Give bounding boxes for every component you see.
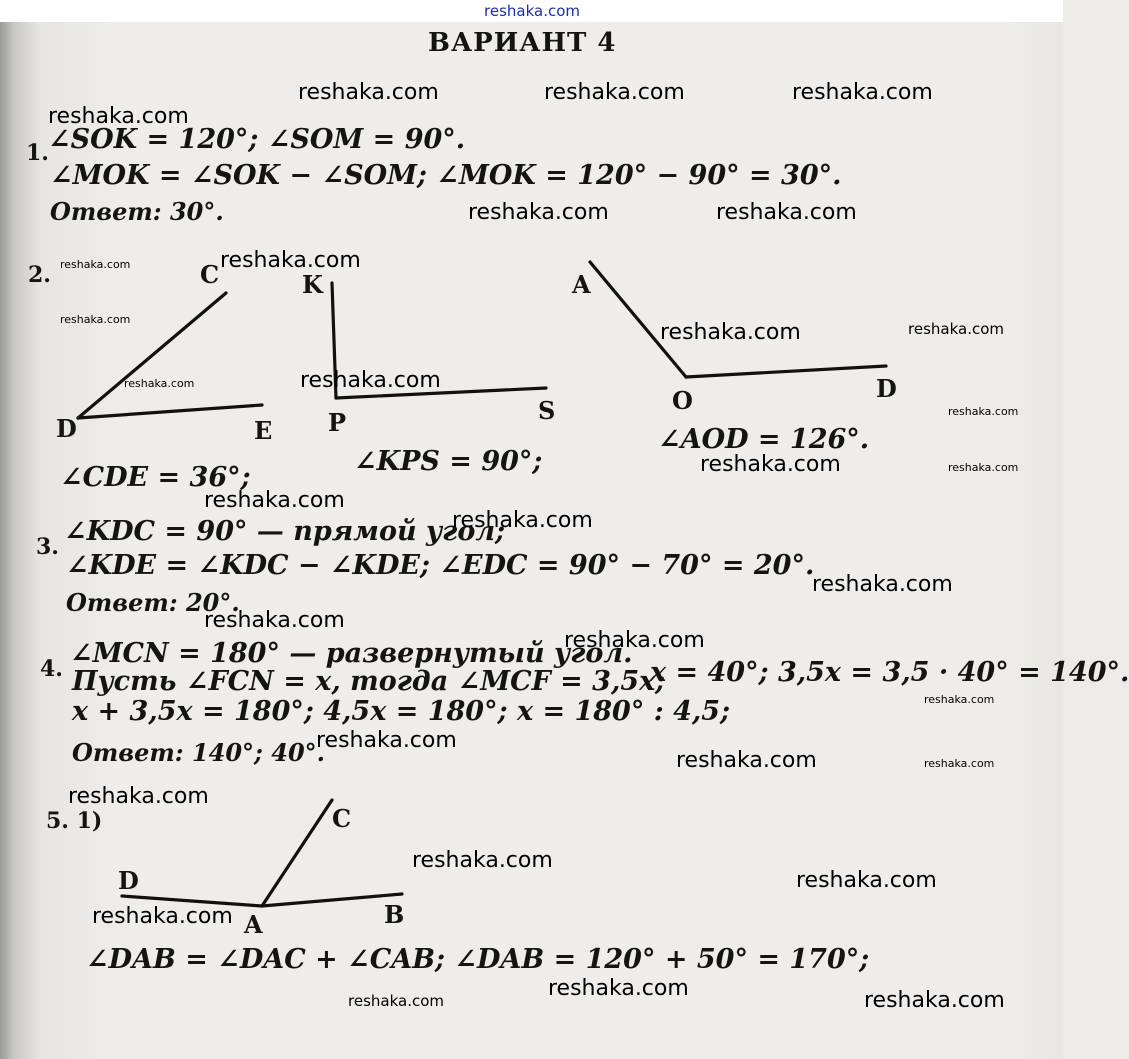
watermark: reshaka.com [948,405,1019,418]
task-4-line-3: x + 3,5x = 180°; 4,5x = 180°; x = 180° : 4,5; [72,696,731,727]
label-d2: D [876,374,897,403]
task-3-answer: Ответ: 20°. [66,588,240,617]
watermark: reshaka.com [48,104,189,129]
label-d: D [56,414,77,443]
watermark: reshaka.com [298,80,439,105]
label-p: P [328,408,347,437]
label-e: E [254,416,273,445]
task-4-line-2: Пусть ∠FCN = x, тогда ∠MCF = 3,5x; [72,666,666,697]
watermark: reshaka.com [60,313,131,326]
watermark: reshaka.com [924,693,995,706]
task-3-line-2: ∠KDE = ∠KDC − ∠KDE; ∠EDC = 90° − 70° = 20°. [66,550,815,581]
task-1-line-1: ∠SOK = 120°; ∠SOM = 90°. [48,124,466,155]
label-s: S [538,396,556,425]
task-4-answer: Ответ: 140°; 40°. [72,738,326,767]
task-1-answer: Ответ: 30°. [50,197,224,226]
watermark: reshaka.com [220,248,361,273]
label-k: K [302,270,323,299]
watermark: reshaka.com [908,320,1004,338]
watermark: reshaka.com [676,748,817,773]
watermark: reshaka.com [812,572,953,597]
watermark: reshaka.com [412,848,553,873]
watermark: reshaka.com [204,608,345,633]
label-c: C [200,260,220,289]
label-o: O [672,386,693,415]
ray-de [78,405,262,418]
ray-ab [262,894,402,906]
watermark: reshaka.com [316,728,457,753]
task-1-line-2: ∠MOK = ∠SOK − ∠SOM; ∠MOK = 120° − 90° = 30°. [50,160,842,191]
task-2-number: 2. [28,262,51,288]
task-5-formula: ∠DAB = ∠DAC + ∠CAB; ∠DAB = 120° + 50° = 170°; [86,944,870,975]
watermark: reshaka.com [660,320,801,345]
watermark: reshaka.com [300,368,441,393]
label-c5: C [332,804,352,833]
angle-aod-value: ∠AOD = 126°. [658,424,870,455]
watermark: reshaka.com [452,508,593,533]
watermark: reshaka.com [204,488,345,513]
ray-od [686,366,886,377]
watermark: reshaka.com [92,904,233,929]
task-1-number: 1. [26,140,49,166]
watermark: reshaka.com [544,80,685,105]
watermark: reshaka.com [68,784,209,809]
watermark: reshaka.com [348,992,444,1010]
angle-kps-value: ∠KPS = 90°; [354,446,543,477]
label-a5: A [244,910,263,939]
variant-title: ВАРИАНТ 4 [428,28,617,58]
watermark: reshaka.com [548,976,689,1001]
watermark: reshaka.com [924,757,995,770]
watermark: reshaka.com [792,80,933,105]
task-3-line-1: ∠KDC = 90° — прямой угол; [64,516,506,547]
label-a: A [572,270,591,299]
watermark: reshaka.com [796,868,937,893]
ray-ac [262,800,332,906]
watermark: reshaka.com [700,452,841,477]
task-5-number: 5. 1) [46,808,103,834]
ray-dc [78,293,226,418]
watermark: reshaka.com [60,258,131,271]
watermark: reshaka.com [948,461,1019,474]
label-d5: D [118,866,139,895]
task-4-line-1: ∠MCN = 180° — развернутый угол. [70,638,633,669]
task-3-number: 3. [36,534,59,560]
source-link[interactable]: reshaka.com [484,2,580,20]
watermark: reshaka.com [468,200,609,225]
task-4-line-2-continued: x = 40°; 3,5x = 3,5 · 40° = 140°. [650,657,1129,688]
task-4-number: 4. [40,656,63,682]
watermark: reshaka.com [564,628,705,653]
watermark: reshaka.com [124,377,195,390]
label-b5: B [384,900,405,929]
watermark: reshaka.com [864,988,1005,1013]
watermark: reshaka.com [716,200,857,225]
angle-cde-value: ∠CDE = 36°; [60,462,251,493]
